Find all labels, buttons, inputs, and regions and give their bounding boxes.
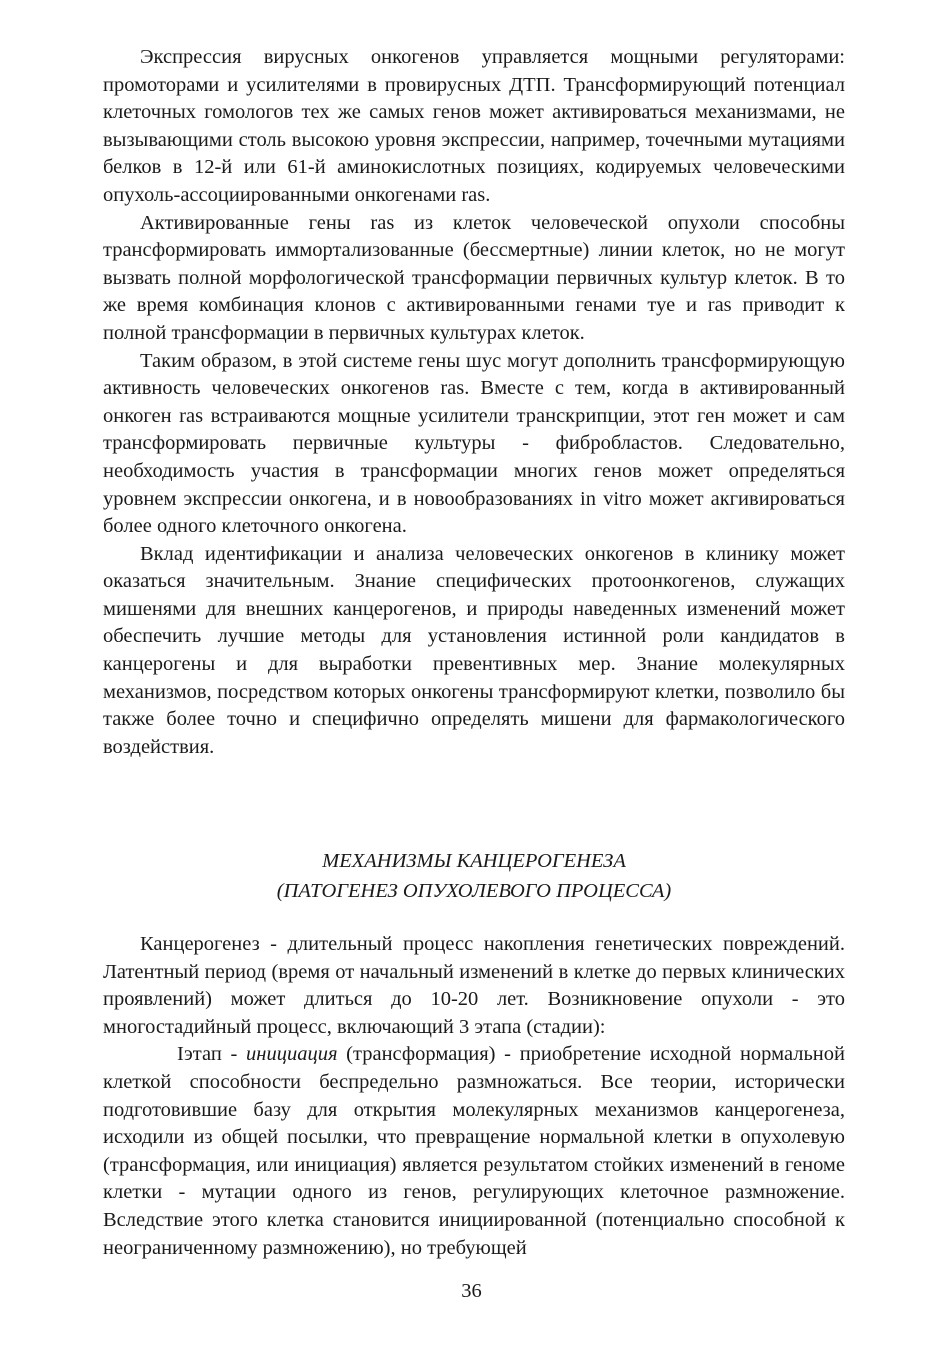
section-heading <box>103 846 845 906</box>
stage-term: инициация <box>246 1043 338 1066</box>
paragraph-carcinogenesis-intro: Канцерогенез - длительный процесс накопления генетических повреждений. Латентный период (время от начальный изменений в клетке до первых клинических проявлений) может длиться до 10-20 лет. Возникновение опухоли - это многостадийный процесс, включающий 3 этапа (стадии): <box>103 933 845 1038</box>
stage-prefix: этап - <box>184 1043 247 1066</box>
paragraph-stage-initiation <box>103 1041 845 1262</box>
paragraph-activated-ras-genes: Активированные гены ras из клеток человеческой опухоли способны трансформировать иммортализованные (бессмертные) линии клеток, но не могут вызвать полной морфологической трансформации первичных культур клеток. В то же время комбинация клонов с активированными генами туе и ras приводит к полной трансформации в первичных культурах клеток. <box>103 211 845 344</box>
section-body <box>103 931 845 1262</box>
paragraph-viral-oncogene-expression: Экспрессия вирусных онкогенов управляется мощными регуляторами: промоторами и усилителями в провирусных ДТП. Трансформирующий потенциал клеточных гомологов тех же самых генов может активироваться механизмами, не вызывающими столь высокою уровня экспрессии, например, точечными мутациями белков в 12-й или 61-й аминокислотных позициях, кодируемых человеческими опухоль-ассоциированными онкогенами ras. <box>103 46 845 206</box>
stage-description: (трансформация) - приобретение исходной нормальной клеткой способности беспредельно размножаться. Все теории, исторически подготовившие базу для открытия молекулярных механизмов канцерогенеза, исходили из общей посылки, что превращение нормальной клетки в опухолевую (трансформация, или инициация) является результатом стойких изменений в геноме клетки - мутации одного из генов, регулирующих клеточное размножение. Вследствие этого клетка становится инициированной (потенциально способной к неограниченному размножению), но требующей <box>103 1043 845 1259</box>
paragraph-clinical-contribution: Вклад идентификации и анализа человеческих онкогенов в клинику может оказаться значительным. Знание специфических протоонкогенов, служащих мишенями для внешних канцерогенов, и природы наведенных изменений может обеспечить лучшие методы для установления истинной роли кандидатов в канцерогены и для выработки превентивных мер. Знание молекулярных механизмов, посредством которых онкогены трансформируют клетки, позволило бы также более точно и специфично определять мишени для фармакологического воздействия. <box>103 542 845 758</box>
section-title-line-1: МЕХАНИЗМЫ КАНЦЕРОГЕНЕЗА <box>322 850 626 872</box>
body-text <box>103 44 845 761</box>
section-title-line-2: (ПАТОГЕНЕЗ ОПУХОЛЕВОГО ПРОЦЕССА) <box>276 880 672 902</box>
page-number: 36 <box>461 1280 482 1302</box>
stage-number: I <box>177 1043 184 1066</box>
paragraph-transforming-activity: Таким образом, в этой системе гены шус могут дополнить трансформирующую активность человеческих онкогенов ras. Вместе с тем, когда в активированный онкоген ras встраиваются мощные усилители транскрипции, этот ген может и сам трансформировать первичные культуры - фибробластов. Следовательно, необходимость участия в трансформации многих генов может определяться уровнем экспрессии онкогена, и в новообразованиях in vitro может акгивироваться более одного клеточного онкогена. <box>103 349 845 538</box>
